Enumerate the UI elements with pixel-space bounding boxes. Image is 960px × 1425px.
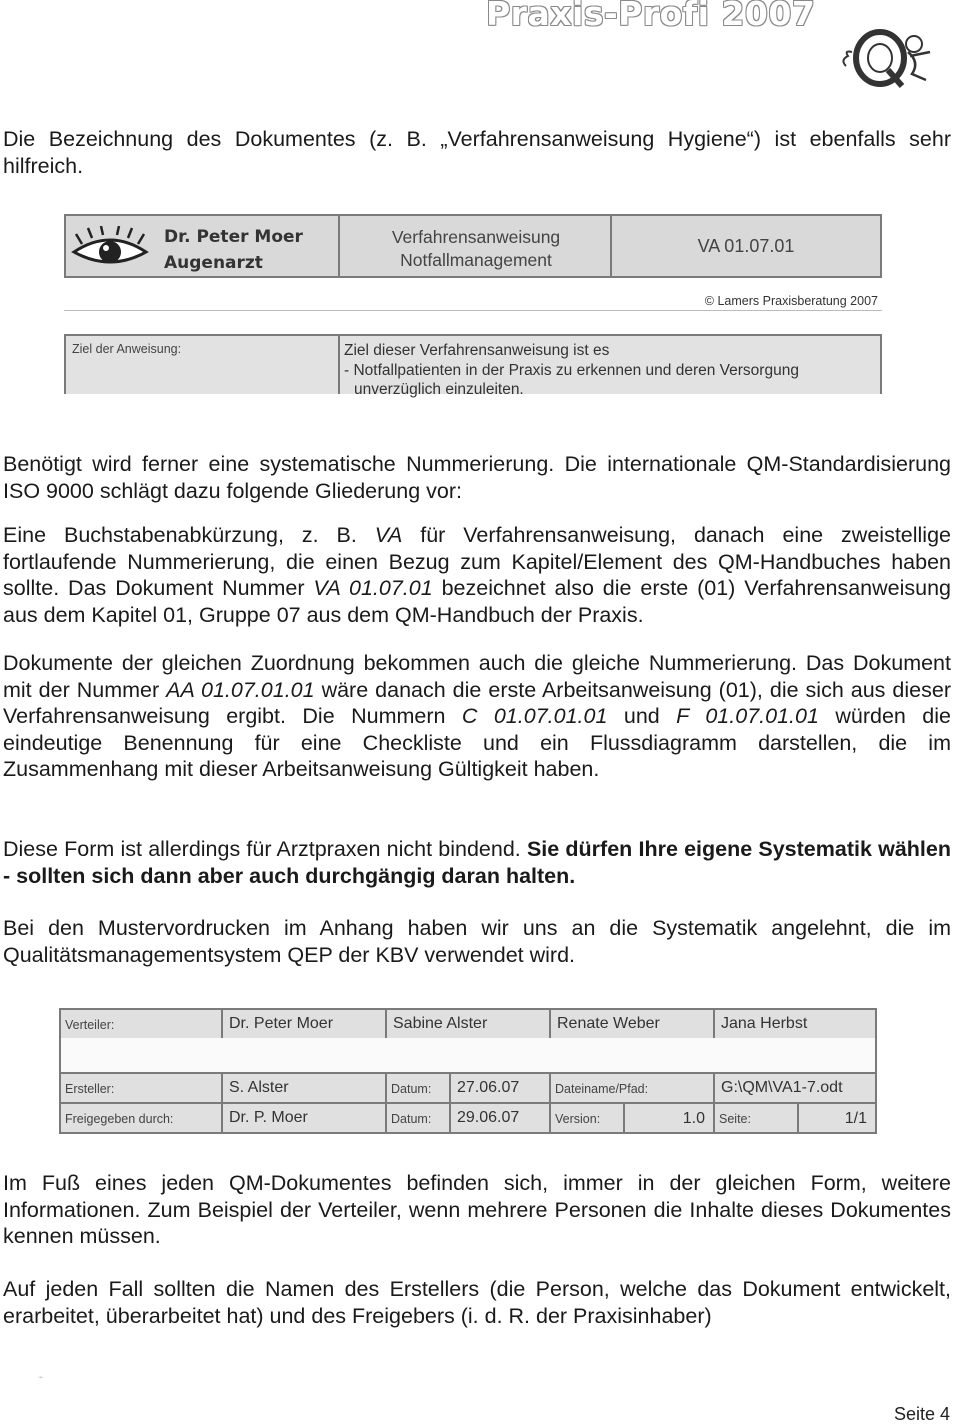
ersteller-value: S. Alster <box>223 1074 387 1102</box>
goal-line: unverzüglich einzuleiten. <box>354 381 524 398</box>
document-subject: Notfallmanagement <box>400 250 552 270</box>
sample-header-practice-cell <box>66 216 340 276</box>
text-run: für Verfahrensanweisung, danach eine zweistellige fortlaufende Nummerierung, die einen Bezug zum Kapitel/Element des QM-Handbuches haben sollte. Das Dokument Nummer <box>3 523 951 600</box>
version-label: Version: <box>551 1104 625 1132</box>
seite-label: Seite: <box>715 1104 799 1132</box>
copyright-note: © Lamers Praxisberatung 2007 <box>704 294 878 308</box>
sample-header-number-cell <box>612 216 880 276</box>
dateiname-value: G:\QM\VA1-7.odt <box>721 1079 843 1096</box>
version-value: 1.0 <box>625 1104 715 1132</box>
q-mascot-logo <box>838 22 938 92</box>
verteiler-name: Sabine Alster <box>387 1010 551 1038</box>
watermark-mark: ⌁ <box>38 1372 44 1382</box>
page-number: Seite 4 <box>893 1404 950 1424</box>
emphasis-text: Sie dürfen Ihre eigene Systematik wählen - sollten sich dann aber auch durchgängig daran halten. <box>3 837 951 888</box>
sample-goal-row <box>64 334 882 398</box>
goal-label: Ziel der Anweisung: <box>72 342 182 356</box>
text-run: wäre danach die erste Arbeitsanweisung (01), die sich aus dieser Verfahrensanweisung ergibt. Die Nummern <box>3 677 951 728</box>
freigegeben-label: Freigegeben durch: <box>61 1104 223 1132</box>
document-number: VA 01.07.01 <box>697 236 795 256</box>
brand-title: Praxis-Profi 2007 <box>486 0 816 33</box>
goal-label-cell <box>66 336 340 394</box>
paragraph-abbreviation <box>3 522 951 628</box>
paragraph-same-assignment <box>3 650 951 783</box>
sample-document-header <box>64 214 882 398</box>
paragraph-numbering: Benötigt wird ferner eine systematische Nummerierung. Die internationale QM-Standardisierung ISO 9000 schlägt dazu folgende Gliederung vor: <box>3 452 951 503</box>
datum-value: 27.06.07 <box>451 1074 551 1102</box>
code-example: F 01.07.01.01 <box>676 704 819 728</box>
verteiler-label: Verteiler: <box>61 1010 223 1038</box>
doctor-title: Augenarzt <box>164 253 263 273</box>
verteiler-name: Renate Weber <box>551 1010 715 1038</box>
verteiler-row <box>59 1008 877 1040</box>
verteiler-name: Jana Herbst <box>721 1015 808 1032</box>
document-type: Verfahrensanweisung <box>391 227 561 247</box>
paragraph-creator: Auf jeden Fall sollten die Namen des Erstellers (die Person, welche das Dokument entwickelt, erarbeitet, überarbeitet hat) und des Freigebers (i. d. R. der Praxisinhaber) <box>3 1277 951 1328</box>
ersteller-label: Ersteller: <box>61 1074 223 1102</box>
paragraph-document-name: Die Bezeichnung des Dokumentes (z. B. „Verfahrensanweisung Hygiene“) ist ebenfalls sehr hilfreich. <box>3 127 951 178</box>
code-example: VA <box>374 523 403 547</box>
text-run: Dokumente der gleichen Zuordnung bekommen auch die gleiche Nummerierung. Das Dokument mit der Nummer <box>3 651 951 702</box>
ersteller-row <box>59 1072 877 1104</box>
paragraph-footer-info: Im Fuß eines jeden QM-Dokumentes befinden sich, immer in der gleichen Form, weitere Informationen. Zum Beispiel der Verteiler, wenn mehrere Personen die Inhalte dieses Dokumentes kennen müssen. <box>3 1171 951 1248</box>
goal-line: Ziel dieser Verfahrensanweisung ist es <box>344 342 610 359</box>
sample-document-footer <box>59 1008 877 1136</box>
eye-icon <box>70 226 150 270</box>
code-example: AA 01.07.01.01 <box>166 677 315 702</box>
code-example: VA 01.07.01 <box>313 576 433 600</box>
datum-label: Datum: <box>387 1104 451 1132</box>
dateiname-label: Dateiname/Pfad: <box>551 1074 715 1102</box>
datum-label: Datum: <box>387 1074 451 1102</box>
text-run: Diese Form ist allerdings für Arztpraxen nicht bindend. <box>3 837 527 861</box>
goal-text <box>344 341 799 400</box>
sample-header-title-cell <box>340 216 612 276</box>
doctor-name: Dr. Peter Moer <box>164 227 303 247</box>
practice-name <box>164 224 303 276</box>
goal-line: - Notfallpatienten in der Praxis zu erkennen und deren Versorgung <box>344 361 799 379</box>
text-run: bezeichnet also die erste (01) Verfahrensanweisung aus dem Kapitel 01, Gruppe 07 aus dem QM-Handbuch der Praxis. <box>3 576 951 627</box>
sample-header-top-row <box>64 214 882 278</box>
freigegeben-value: Dr. P. Moer <box>223 1104 387 1132</box>
text-run: Eine Buchstabenabkürzung, z. B. <box>3 523 375 547</box>
paragraph-templates: Bei den Mustervordrucken im Anhang haben wir uns an die Systematik angelehnt, die im Qualitätsmanagementsystem QEP der KBV verwendet wird. <box>3 916 951 967</box>
footer-spacer <box>59 1038 877 1074</box>
paragraph-not-binding <box>3 836 951 889</box>
datum-value: 29.06.07 <box>451 1104 551 1132</box>
text-run: würden die eindeutige Benennung für eine Checkliste und ein Flussdiagramm darstellen, die im Zusammenhang mit dieser Arbeitsanweisung Gültigkeit haben. <box>3 704 952 781</box>
document-title <box>340 226 612 272</box>
verteiler-name: Dr. Peter Moer <box>223 1010 387 1038</box>
text-run: und <box>607 704 677 728</box>
freigabe-row <box>59 1102 877 1134</box>
seite-value: 1/1 <box>844 1110 867 1127</box>
code-example: C 01.07.01.01 <box>461 704 608 728</box>
divider <box>64 310 882 311</box>
